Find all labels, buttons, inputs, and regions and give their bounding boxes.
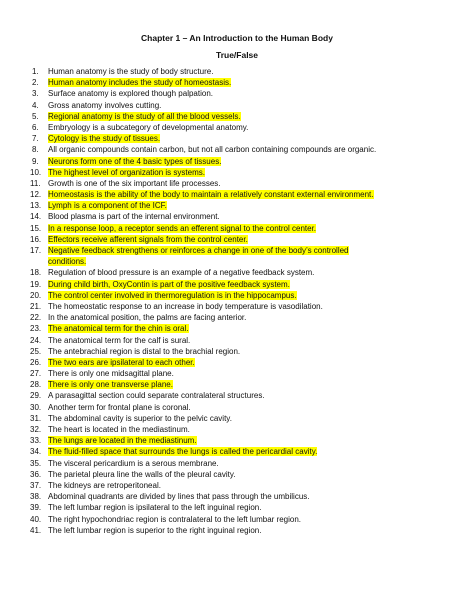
item-statement: [48, 424, 458, 435]
item-number: 38.: [30, 492, 42, 502]
item-statement: [48, 514, 458, 525]
list-item: [28, 323, 458, 334]
item-statement: [48, 357, 458, 368]
item-statement: [48, 245, 458, 267]
list-item: [28, 144, 458, 155]
item-number: 19.: [30, 279, 42, 289]
statement-text: Regulation of blood pressure is an example of a negative feedback system.: [48, 268, 315, 278]
item-number: 11.: [30, 178, 41, 188]
highlighted-text: The control center involved in thermoregulation is in the hippocampus.: [48, 290, 297, 300]
item-statement: [48, 469, 458, 480]
item-number: 3.: [32, 89, 39, 99]
list-item: [28, 346, 458, 357]
list-item: [28, 402, 458, 413]
statement-text: The left lumbar region is ipsilateral to the left inguinal region.: [48, 503, 262, 513]
statement-text: The anatomical term for the calf is sural.: [48, 335, 191, 345]
list-item: [28, 435, 458, 446]
list-item: [28, 480, 458, 491]
list-item: [28, 390, 458, 401]
highlighted-text: The lungs are located in the mediastinum.: [48, 436, 197, 446]
item-number: 4.: [32, 100, 39, 110]
list-item: [28, 335, 458, 346]
list-item: [28, 357, 458, 368]
item-number: 12.: [30, 190, 42, 200]
item-number: 22.: [30, 313, 42, 323]
item-number: 20.: [30, 290, 42, 300]
item-number: 9.: [32, 156, 39, 166]
statement-text: The antebrachial region is distal to the brachial region.: [48, 346, 241, 356]
item-statement: [48, 335, 458, 346]
statement-text: The heart is located in the mediastinum.: [48, 425, 190, 435]
item-statement: [48, 189, 458, 200]
highlighted-text: Effectors receive afferent signals from the control center.: [48, 234, 248, 244]
list-item: [28, 122, 458, 133]
item-number: 27.: [30, 369, 42, 379]
item-number: 5.: [32, 111, 39, 121]
item-number: 31.: [30, 413, 42, 423]
highlighted-text: The fluid-filled space that surrounds the lungs is called the pericardial cavity.: [48, 447, 318, 457]
list-item: [28, 167, 458, 178]
item-number: 24.: [30, 335, 42, 345]
statement-text: Abdominal quadrants are divided by lines that pass through the umbilicus.: [48, 492, 310, 502]
highlighted-text: Lymph is a component of the ICF.: [48, 201, 167, 211]
question-list: [28, 66, 458, 536]
item-number: 26.: [30, 357, 42, 367]
item-statement: [48, 223, 458, 234]
list-item: [28, 290, 458, 301]
item-statement: [48, 323, 458, 334]
statement-text: Embryology is a subcategory of developmental anatomy.: [48, 122, 249, 132]
list-item: [28, 368, 458, 379]
item-number: 39.: [30, 503, 42, 513]
item-statement: [48, 525, 458, 536]
item-number: 34.: [30, 447, 42, 457]
page-title: Chapter 1 – An Introduction to the Human Body: [141, 33, 333, 43]
item-statement: [48, 156, 458, 167]
statement-text: The kidneys are retroperitoneal.: [48, 480, 161, 490]
item-number: 8.: [32, 145, 39, 155]
statement-text: Growth is one of the six important life processes.: [48, 178, 221, 188]
list-item: [28, 413, 458, 424]
item-statement: [48, 301, 458, 312]
item-statement: [48, 480, 458, 491]
statement-text: In the anatomical position, the palms are facing anterior.: [48, 313, 247, 323]
list-item: [28, 88, 458, 99]
item-statement: [48, 122, 458, 133]
item-statement: [48, 379, 458, 390]
list-item: [28, 312, 458, 323]
item-number: 16.: [30, 234, 42, 244]
statement-text: A parasagittal section could separate contralateral structures.: [48, 391, 265, 401]
highlighted-text: Negative feedback strengthens or reinforces a change in one of the body’s controlled: [48, 246, 349, 255]
item-statement: [48, 290, 458, 301]
statement-text: The visceral pericardium is a serous membrane.: [48, 458, 219, 468]
list-item: [28, 491, 458, 502]
list-item: [28, 111, 458, 122]
list-item: [28, 133, 458, 144]
highlighted-text: Cytology is the study of tissues.: [48, 134, 161, 144]
item-statement: [48, 435, 458, 446]
item-number: 28.: [30, 380, 42, 390]
statement-text: Another term for frontal plane is coronal.: [48, 402, 191, 412]
section-subtitle: True/False: [215, 50, 259, 60]
item-statement: [48, 312, 458, 323]
item-statement: [48, 502, 458, 513]
item-statement: [48, 111, 458, 122]
item-number: 21.: [30, 301, 42, 311]
highlighted-text: Neurons form one of the 4 basic types of tissues.: [48, 156, 222, 166]
highlighted-text: The highest level of organization is systems.: [48, 167, 205, 177]
statement-text: All organic compounds contain carbon, but not all carbon containing compounds are organic.: [48, 145, 377, 155]
item-statement: [48, 178, 458, 189]
statement-text: Human anatomy is the study of body structure.: [48, 67, 214, 76]
statement-text: The left lumbar region is superior to the right inguinal region.: [48, 525, 262, 535]
item-statement: [48, 77, 458, 88]
item-number: 13.: [30, 201, 42, 211]
item-statement: [48, 413, 458, 424]
item-number: 7.: [32, 134, 39, 144]
list-item: [28, 189, 458, 200]
statement-text: There is only one midsagittal plane.: [48, 369, 174, 379]
list-item: [28, 200, 458, 211]
list-item: [28, 211, 458, 222]
statement-text: The parietal pleura line the walls of the pleural cavity.: [48, 469, 236, 479]
statement-text: The homeostatic response to an increase in body temperature is vasodilation.: [48, 301, 323, 311]
item-number: 10.: [30, 167, 42, 177]
list-item: [28, 178, 458, 189]
item-number: 29.: [30, 391, 42, 401]
item-number: 30.: [30, 402, 42, 412]
item-statement: [48, 88, 458, 99]
item-statement: [48, 390, 458, 401]
statement-text: Blood plasma is part of the internal environment.: [48, 212, 220, 222]
highlighted-text: Regional anatomy is the study of all the blood vessels.: [48, 111, 241, 121]
item-number: 18.: [30, 268, 42, 278]
statement-text: Gross anatomy involves cutting.: [48, 100, 162, 110]
highlighted-text: Homeostasis is the ability of the body to maintain a relatively constant external environment.: [48, 190, 374, 200]
item-number: 14.: [30, 212, 42, 222]
list-item: [28, 77, 458, 88]
list-item: [28, 469, 458, 480]
list-item: [28, 156, 458, 167]
highlighted-text: The anatomical term for the chin is oral.: [48, 324, 189, 334]
list-item: [28, 100, 458, 111]
item-number: 41.: [30, 525, 42, 535]
item-statement: [48, 491, 458, 502]
item-statement: [48, 279, 458, 290]
statement-text: The abdominal cavity is superior to the pelvic cavity.: [48, 413, 232, 423]
item-number: 32.: [30, 425, 42, 435]
list-item: [28, 267, 458, 278]
item-number: 25.: [30, 346, 42, 356]
item-statement: [48, 100, 458, 111]
list-item: [28, 424, 458, 435]
highlighted-text: conditions.: [48, 257, 87, 267]
item-number: 37.: [30, 480, 42, 490]
highlighted-text: Human anatomy includes the study of homeostasis.: [48, 78, 232, 88]
item-statement: [48, 458, 458, 469]
list-item: [28, 245, 458, 267]
item-statement: [48, 346, 458, 357]
highlighted-text: During child birth, OxyContin is part of the positive feedback system.: [48, 279, 290, 289]
highlighted-text: The two ears are ipsilateral to each other.: [48, 357, 195, 367]
statement-text: Surface anatomy is explored though palpation.: [48, 89, 213, 99]
list-item: [28, 279, 458, 290]
list-item: [28, 223, 458, 234]
item-statement: [48, 66, 458, 77]
list-item: [28, 458, 458, 469]
list-item: [28, 525, 458, 536]
item-statement: [48, 211, 458, 222]
item-statement: [48, 133, 458, 144]
item-statement: [48, 402, 458, 413]
item-number: 17.: [30, 246, 42, 255]
item-number: 23.: [30, 324, 42, 334]
item-number: 15.: [30, 223, 42, 233]
item-number: 6.: [32, 122, 39, 132]
item-number: 1.: [32, 67, 39, 76]
list-item: [28, 234, 458, 245]
item-number: 40.: [30, 514, 42, 524]
highlighted-text: There is only one transverse plane.: [48, 380, 173, 390]
item-statement: [48, 267, 458, 278]
item-number: 36.: [30, 469, 42, 479]
list-item: [28, 301, 458, 312]
item-number: 2.: [32, 78, 39, 88]
list-item: [28, 446, 458, 457]
item-statement: [48, 234, 458, 245]
item-statement: [48, 167, 458, 178]
item-statement: [48, 200, 458, 211]
highlighted-text: In a response loop, a receptor sends an efferent signal to the control center.: [48, 223, 317, 233]
list-item: [28, 514, 458, 525]
list-item: [28, 379, 458, 390]
item-statement: [48, 368, 458, 379]
item-number: 33.: [30, 436, 42, 446]
item-statement: [48, 144, 458, 155]
list-item: [28, 66, 458, 77]
item-number: 35.: [30, 458, 42, 468]
item-statement: [48, 446, 458, 457]
statement-text: The right hypochondriac region is contralateral to the left lumbar region.: [48, 514, 302, 524]
list-item: [28, 502, 458, 513]
